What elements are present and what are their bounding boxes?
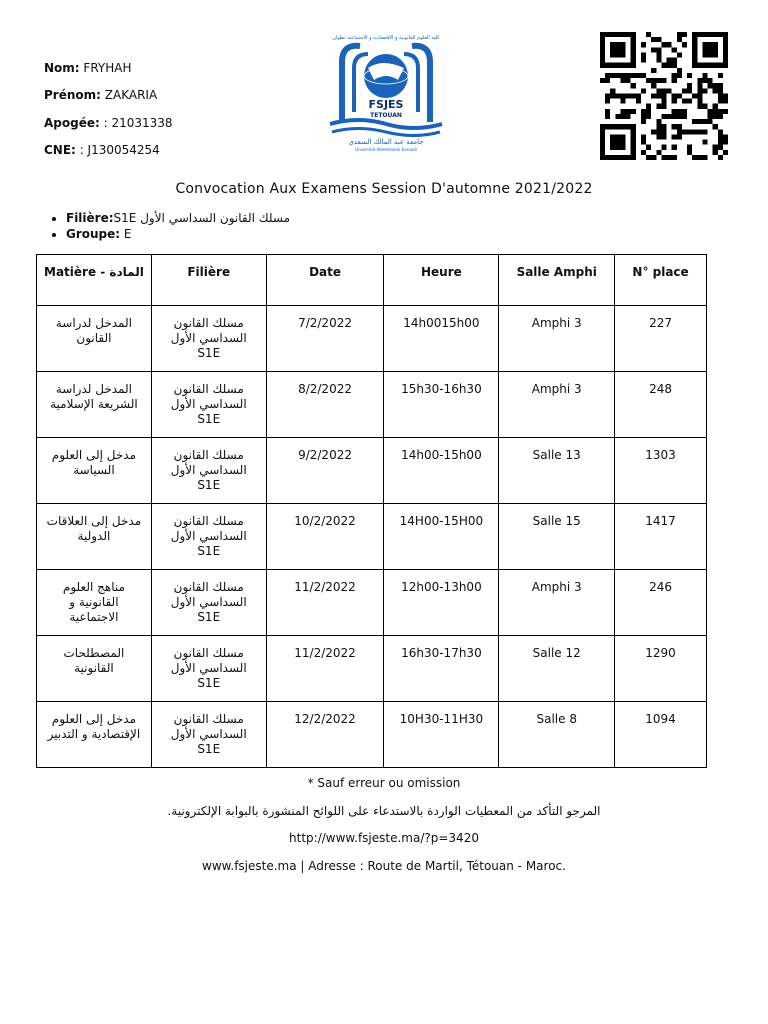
table-row <box>37 636 707 702</box>
student-apogee <box>44 116 173 130</box>
table-row <box>37 570 707 636</box>
meta-groupe <box>66 226 290 242</box>
footer-arabic-note: المرجو التأكد من المعطيات الواردة بالاستدعاء على اللوائح المنشورة بالبوابة الإلكترونية. <box>167 804 601 818</box>
meta-list <box>46 210 290 242</box>
cell-place: 246 <box>615 570 707 636</box>
prenom-label: Prénom: <box>44 88 101 102</box>
cell-filiere: مسلك القانون السداسي الأول S1E <box>151 702 266 768</box>
cell-salle: Salle 15 <box>499 504 615 570</box>
table-row <box>37 702 707 768</box>
apogee-label: Apogée: <box>44 116 100 130</box>
cell-heure: 14H00-15H00 <box>384 504 499 570</box>
filiere-label: Filière: <box>66 211 114 225</box>
cell-place: 1290 <box>615 636 707 702</box>
cell-salle: Salle 12 <box>499 636 615 702</box>
student-cne <box>44 143 160 157</box>
cell-salle: Amphi 3 <box>499 372 615 438</box>
cell-filiere: مسلك القانون السداسي الأول S1E <box>151 636 266 702</box>
table-header-row <box>37 255 707 306</box>
student-nom <box>44 61 131 75</box>
cell-heure: 12h00-13h00 <box>384 570 499 636</box>
cell-filiere: مسلك القانون السداسي الأول S1E <box>151 306 266 372</box>
page-title: Convocation Aux Examens Session D'automne 2021/2022 <box>175 181 593 197</box>
logo-top-text: كلية العلوم القانونية و الاقتصادية و الاجتماعية تطوان <box>332 35 440 41</box>
cell-matiere: المصطلحات القانونية <box>37 636 152 702</box>
cell-filiere: مسلك القانون السداسي الأول S1E <box>151 372 266 438</box>
cell-matiere: مدخل إلى العلاقات الدولية <box>37 504 152 570</box>
meta-filiere <box>66 210 290 226</box>
logo-acronym: FSJES <box>368 98 404 111</box>
footer-address: www.fsjeste.ma | Adresse : Route de Martil, Tétouan - Maroc. <box>202 859 566 873</box>
cell-heure: 10H30-11H30 <box>384 702 499 768</box>
logo-university-fr: Université Abdelmalek Essaadi <box>355 147 417 152</box>
nom-value: FRYHAH <box>83 61 132 75</box>
header-filiere: Filière <box>151 255 266 306</box>
cell-place: 227 <box>615 306 707 372</box>
filiere-value: S1E مسلك القانون السداسي الأول <box>113 211 290 225</box>
header-salle: Salle Amphi <box>499 255 615 306</box>
footer-note: * Sauf erreur ou omission <box>307 776 461 790</box>
cell-date: 8/2/2022 <box>266 372 384 438</box>
cell-filiere: مسلك القانون السداسي الأول S1E <box>151 438 266 504</box>
schedule-table <box>36 254 707 768</box>
cell-matiere: مناهج العلوم القانونية و الاجتماعية <box>37 570 152 636</box>
cell-matiere: مدخل إلى العلوم السياسة <box>37 438 152 504</box>
qr-code <box>600 32 728 160</box>
cell-place: 1417 <box>615 504 707 570</box>
table-row <box>37 372 707 438</box>
footer-link[interactable]: http://www.fsjeste.ma/?p=3420 <box>289 831 479 845</box>
logo-university-ar: جامعة عبد المالك السعدي <box>348 138 424 146</box>
cell-matiere: مدخل إلى العلوم الإقتصادية و التدبير <box>37 702 152 768</box>
header-place: N° place <box>615 255 707 306</box>
cell-heure: 15h30-16h30 <box>384 372 499 438</box>
apogee-value: : 21031338 <box>103 116 173 130</box>
cell-date: 11/2/2022 <box>266 636 384 702</box>
cell-heure: 14h00-15h00 <box>384 438 499 504</box>
cell-heure: 16h30-17h30 <box>384 636 499 702</box>
cell-date: 11/2/2022 <box>266 570 384 636</box>
cne-label: CNE: <box>44 143 76 157</box>
nom-label: Nom: <box>44 61 80 75</box>
cell-matiere: المدخل لدراسة الشريعة الإسلامية <box>37 372 152 438</box>
header-matiere: Matière - المادة <box>37 255 152 306</box>
cell-filiere: مسلك القانون السداسي الأول S1E <box>151 504 266 570</box>
header-date: Date <box>266 255 384 306</box>
cell-date: 7/2/2022 <box>266 306 384 372</box>
cell-heure: 14h0015h00 <box>384 306 499 372</box>
header-heure: Heure <box>384 255 499 306</box>
table-row <box>37 504 707 570</box>
student-prenom <box>44 88 157 102</box>
cell-place: 248 <box>615 372 707 438</box>
cell-salle: Amphi 3 <box>499 570 615 636</box>
groupe-value: E <box>123 227 132 241</box>
logo-city: TETOUAN <box>370 112 402 119</box>
groupe-label: Groupe: <box>66 227 121 241</box>
cell-date: 10/2/2022 <box>266 504 384 570</box>
table-row <box>37 438 707 504</box>
table-row <box>37 306 707 372</box>
cell-salle: Salle 13 <box>499 438 615 504</box>
cell-place: 1303 <box>615 438 707 504</box>
cne-value: : J130054254 <box>79 143 160 157</box>
cell-matiere: المدخل لدراسة القانون <box>37 306 152 372</box>
cell-date: 12/2/2022 <box>266 702 384 768</box>
fsjes-logo <box>324 32 448 156</box>
prenom-value: ZAKARIA <box>104 88 158 102</box>
cell-salle: Salle 8 <box>499 702 615 768</box>
cell-date: 9/2/2022 <box>266 438 384 504</box>
cell-salle: Amphi 3 <box>499 306 615 372</box>
cell-place: 1094 <box>615 702 707 768</box>
cell-filiere: مسلك القانون السداسي الأول S1E <box>151 570 266 636</box>
